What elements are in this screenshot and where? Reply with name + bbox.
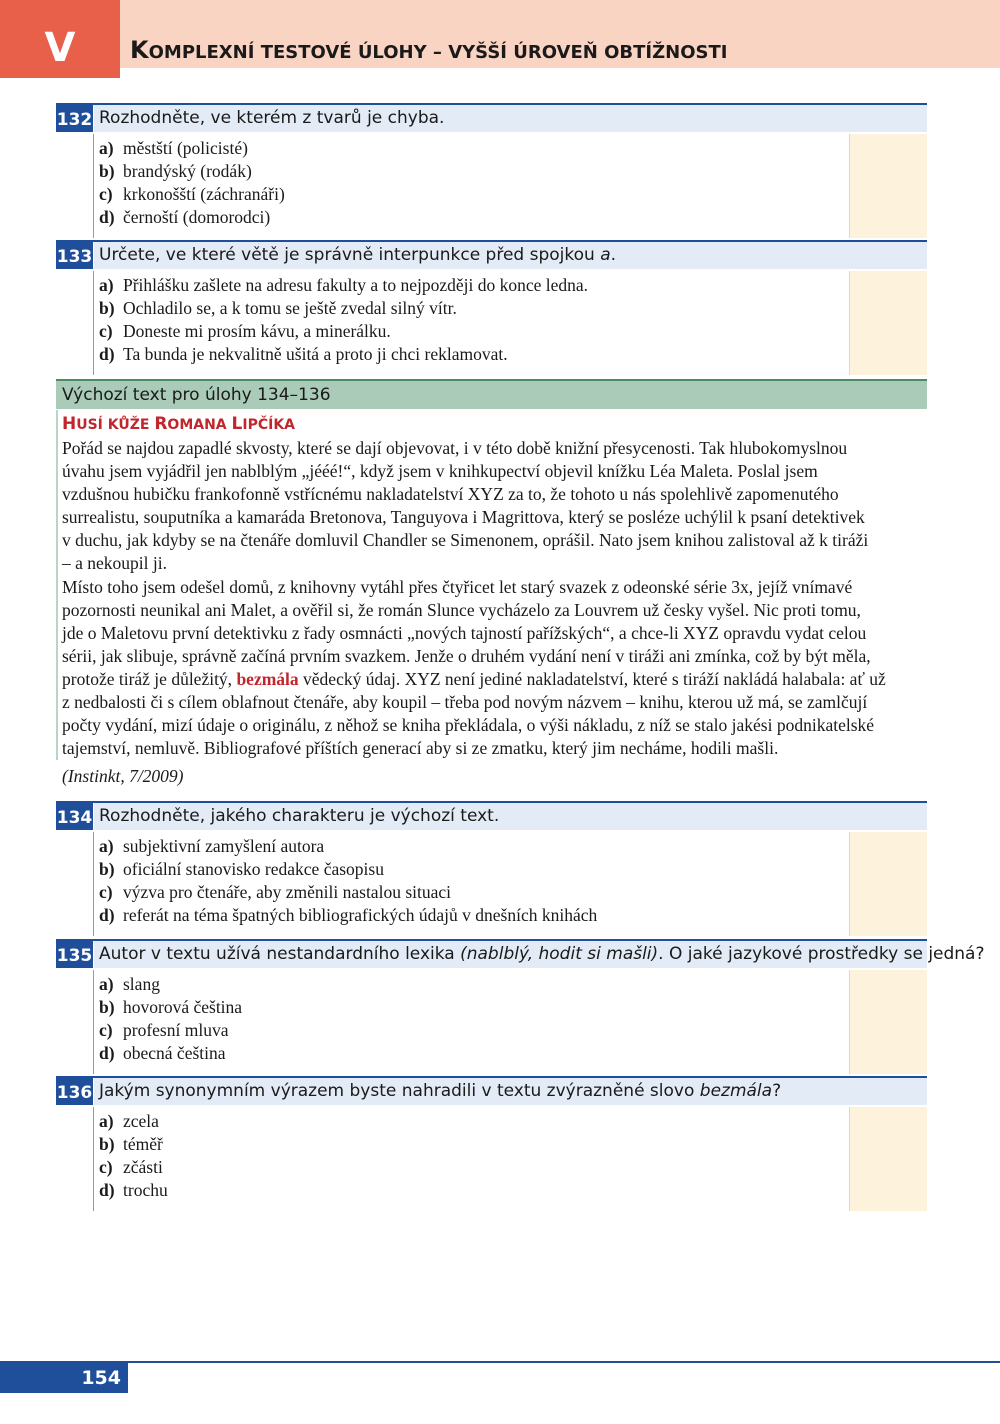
option-d[interactable]: d) obecná čeština (99, 1043, 226, 1063)
text-line: pozornosti neunikal ani Malet, a ověřil si, že román Slunce vycházelo za Louvrem už česky vyšel. Nic proti tomu, (62, 599, 861, 620)
question-header (56, 240, 927, 269)
question-text: Autor v textu užívá nestandardního lexika (nablblý, hodit si mašli). O jaké jazykové prostředky se jedná? (99, 944, 985, 964)
source-text-title: HUSÍ KŮŽE ROMANA LIPČÍKA (62, 414, 295, 434)
option-a[interactable]: a) městští (policisté) (99, 138, 248, 158)
source-text-rule (56, 410, 58, 760)
text-line: jde o Maletovu první detektivku z řady osmnácti „nových tajností pařížských“, a chce-li XYZ opravdu vydat celou (62, 622, 867, 643)
option-b[interactable]: b) brandýský (rodák) (99, 161, 252, 181)
question-header (56, 103, 927, 132)
question-number: 132 (56, 105, 93, 132)
source-citation: (Instinkt, 7/2009) (62, 766, 184, 786)
question-options (56, 132, 927, 238)
source-text-heading: Výchozí text pro úlohy 134–136 (56, 379, 927, 409)
question-options (56, 269, 927, 375)
question-options (56, 1105, 927, 1211)
question-135 (56, 939, 985, 1074)
option-d[interactable]: d) referát na téma špatných bibliografických údajů v dnešních knihách (99, 905, 598, 925)
text-line: Místo toho jsem odešel domů, z knihovny vytáhl přes čtyřicet let starý svazek z odeonské série 3x, jejíž vnímavé (62, 576, 853, 597)
answer-box[interactable] (850, 832, 927, 936)
chapter-title-initial: K (130, 36, 149, 64)
question-number: 133 (56, 242, 93, 269)
text-line: počty vydání, mizí údaje o originálu, z něhož se kniha překládala, o výši nákladu, z níž se stalo jakési podnikatelské (62, 715, 875, 736)
highlighted-word: bezmála (236, 668, 299, 689)
option-a[interactable]: a) Přihlášku zašlete na adresu fakulty a to nejpozději do konce ledna. (99, 275, 589, 295)
question-133 (56, 240, 927, 375)
question-options (56, 830, 927, 936)
option-d[interactable]: d) Ta bunda je nekvalitně ušitá a proto ji chci reklamovat. (99, 344, 508, 364)
answer-box[interactable] (850, 970, 927, 1074)
question-header (56, 939, 985, 968)
text-line: úvahu jsem vyjádřil jen nablblým „jééé!“, když jsem v knihkupectví objevil knížku Léa Maleta. Poslal jsem (62, 461, 818, 482)
chapter-letter: V (44, 25, 76, 71)
answer-box[interactable] (850, 134, 927, 238)
option-d[interactable]: d) černoští (domorodci) (99, 207, 271, 227)
text-line: surrealistu, souputníka a kamaráda Bretonova, Tanguyova i Magrittova, který se posléze uchýlil k psaní detektivek (62, 507, 865, 528)
question-header (56, 801, 927, 830)
chapter-tab (0, 0, 120, 78)
text-line: z nedbalosti či s cílem oblafnout čtenáře, aby koupil – třeba pod novým názvem – knihu, kterou už má, se zamlčují (62, 692, 868, 713)
question-text: Rozhodněte, ve kterém z tvarů je chyba. (99, 108, 445, 128)
option-c[interactable]: c) profesní mluva (99, 1020, 229, 1040)
answer-box[interactable] (850, 271, 927, 375)
option-a[interactable]: a) slang (99, 974, 160, 994)
page-number: 154 (0, 1363, 128, 1393)
question-text: Rozhodněte, jakého charakteru je výchozí text. (99, 806, 500, 826)
option-b[interactable]: b) hovorová čeština (99, 997, 243, 1017)
option-b[interactable]: b) téměř (99, 1134, 163, 1154)
option-c[interactable]: c) Doneste mi prosím kávu, a minerálku. (99, 321, 391, 341)
text-line: vzdušnou hubičku frankofonně vstřícnému nakladatelství XYZ za to, že tohoto u nás spolehlivě zapomenutého (62, 484, 839, 505)
text-line: Pořád se najdou zapadlé skvosty, které se dají objevovat, i v této době knižní přesycenosti. Tak hlubokomyslnou (62, 438, 848, 458)
text-line: tajemství, nemluvě. Bibliografové příštích generací aby si ze zmatku, který jim necháme, hodili mašli. (62, 738, 779, 759)
question-number: 134 (56, 803, 93, 830)
question-number: 135 (56, 941, 93, 968)
option-c[interactable]: c) zčásti (99, 1157, 163, 1177)
question-options (56, 968, 927, 1074)
question-number: 136 (56, 1078, 93, 1105)
footer-rule (0, 1361, 1000, 1363)
chapter-title-rest: OMPLEXNÍ TESTOVÉ ÚLOHY – VYŠŠÍ ÚROVEŇ OBTÍŽNOSTI (148, 42, 728, 63)
option-c[interactable]: c) výzva pro čtenáře, aby změnili nastalou situaci (99, 882, 451, 902)
text-line: – a nekoupil ji. (62, 553, 167, 574)
option-b[interactable]: b) oficiální stanovisko redakce časopisu (99, 859, 384, 879)
question-136 (56, 1076, 927, 1211)
answer-box[interactable] (850, 1107, 927, 1211)
question-header (56, 1076, 927, 1105)
text-line: v duchu, jak kdyby se na čtenáře domluvil Chandler se Simenonem, oprášil. Nato jsem knihou zalistoval až k tiráži (62, 530, 869, 551)
question-text: Jakým synonymním výrazem byste nahradili v textu zvýrazněné slovo bezmála? (99, 1081, 782, 1101)
option-a[interactable]: a) zcela (99, 1111, 159, 1131)
chapter-title (130, 36, 727, 64)
option-c[interactable]: c) krkonošští (záchranáři) (99, 184, 285, 204)
text-line: protože tiráž je důležitý, bezmála vědecký údaj. XYZ není jediné nakladatelství, které s tiráží nakládá halabala: ať už (62, 668, 886, 689)
question-132 (56, 103, 927, 238)
text-line: sérii, jak slibuje, správně začíná prvním svazkem. Jenže o druhém vydání není v tiráži ani zmínka, což by být měla, (62, 645, 871, 666)
option-d[interactable]: d) trochu (99, 1180, 168, 1200)
question-134 (56, 801, 927, 936)
option-b[interactable]: b) Ochladilo se, a k tomu se ještě zvedal silný vítr. (99, 298, 457, 318)
question-text: Určete, ve které větě je správně interpunkce před spojkou a. (99, 245, 617, 265)
source-text-body (62, 437, 922, 760)
option-a[interactable]: a) subjektivní zamyšlení autora (99, 836, 325, 856)
